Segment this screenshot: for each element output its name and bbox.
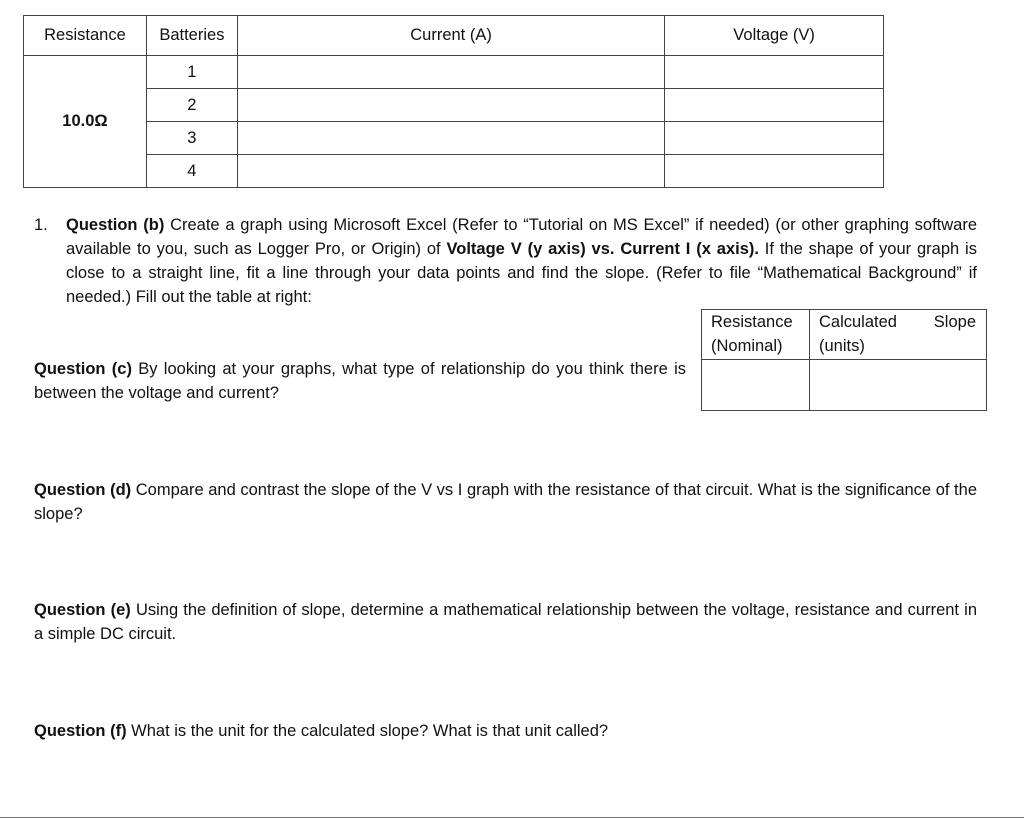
measurement-table-header-row [24, 16, 884, 56]
battery-count: 3 [146, 122, 237, 155]
voltage-cell[interactable] [665, 122, 884, 155]
question-b-text-c: If the shape of your graph is close to a straight line, fit a line through your data points and find the slope. (Refer to file “Mathematical Background” if needed.) Fill out the table at right: [66, 240, 977, 306]
header-current: Current (A) [237, 16, 664, 56]
battery-count: 2 [146, 89, 237, 122]
calculated-slope-cell[interactable] [810, 360, 987, 411]
current-cell[interactable] [237, 89, 664, 122]
slope-label: Slope [933, 313, 976, 331]
battery-count: 1 [146, 56, 237, 89]
page-divider [0, 817, 1024, 818]
question-b [34, 213, 977, 309]
question-c-label: Question (c) [34, 360, 132, 378]
table-row [24, 56, 884, 89]
question-b-bold-text: Voltage V (y axis) vs. Current I (x axis). [446, 240, 759, 258]
question-b-body [66, 213, 977, 309]
voltage-cell[interactable] [665, 56, 884, 89]
calculated-slope-header [810, 310, 987, 360]
question-c [34, 357, 686, 405]
question-e [34, 598, 977, 646]
question-e-text: Using the definition of slope, determine a mathematical relationship between the voltage, resistance and current in a simple DC circuit. [34, 601, 977, 643]
header-voltage: Voltage (V) [665, 16, 884, 56]
question-d-text: Compare and contrast the slope of the V vs I graph with the resistance of that circuit. What is the significance of the slope? [34, 481, 977, 523]
calculated-label: Calculated [819, 313, 897, 331]
question-f-label: Question (f) [34, 722, 127, 740]
current-cell[interactable] [237, 155, 664, 188]
slope-table [701, 309, 987, 411]
resistance-nominal-cell[interactable] [702, 360, 810, 411]
question-number: 1. [34, 216, 48, 234]
question-b-label: Question (b) [66, 216, 165, 234]
question-f [34, 719, 977, 743]
current-cell[interactable] [237, 56, 664, 89]
current-cell[interactable] [237, 122, 664, 155]
resistance-value: 10.0Ω [24, 56, 147, 188]
resistance-nominal-header: Resistance (Nominal) [702, 310, 810, 360]
header-batteries: Batteries [146, 16, 237, 56]
question-f-text: What is the unit for the calculated slope? What is that unit called? [126, 722, 609, 740]
table-row [24, 122, 884, 155]
question-d-label: Question (d) [34, 481, 132, 499]
table-row [24, 89, 884, 122]
slope-table-header-row [702, 310, 987, 360]
table-row [702, 360, 987, 411]
question-c-text: By looking at your graphs, what type of relationship do you think there is between the voltage and current? [34, 360, 686, 402]
voltage-cell[interactable] [665, 89, 884, 122]
voltage-cell[interactable] [665, 155, 884, 188]
question-d [34, 478, 977, 526]
battery-count: 4 [146, 155, 237, 188]
header-resistance: Resistance [24, 16, 147, 56]
question-e-label: Question (e) [34, 601, 131, 619]
table-row [24, 155, 884, 188]
question-b-text-a: Create a graph using Microsoft Excel (Refer to “Tutorial on MS Excel” if needed) (or other graphing software available to you, such as Logger Pro, or Origin) of [66, 216, 978, 258]
measurement-table [23, 15, 884, 188]
units-label: (units) [819, 337, 865, 355]
